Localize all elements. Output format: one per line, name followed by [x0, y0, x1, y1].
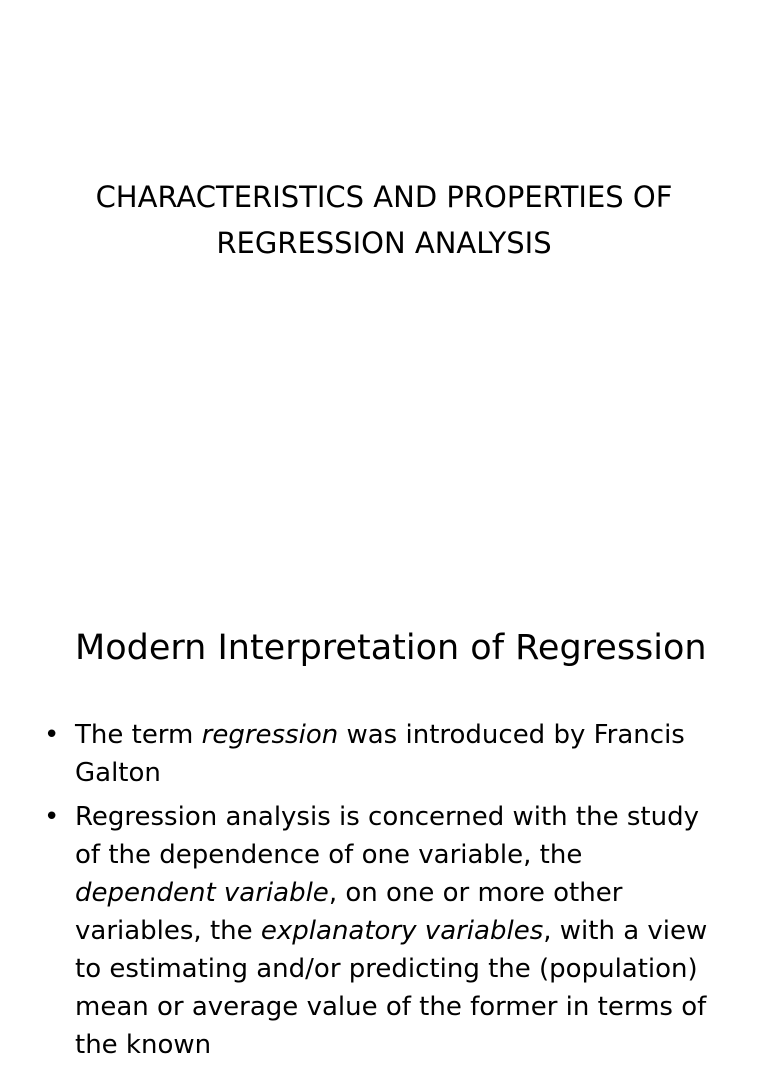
bullet-text — [75, 716, 728, 792]
bullet-text — [75, 798, 728, 1064]
bullet-item-galton — [0, 716, 768, 792]
text-run: , on one or more other variables, the — [75, 878, 623, 946]
text-run-italic: regression — [201, 720, 339, 750]
text-run: was introduced by Francis Galton — [75, 720, 685, 788]
text-run: Regression analysis is concerned with the study of the dependence of one variable, the — [75, 802, 699, 870]
bullet-icon: • — [44, 802, 60, 832]
text-run-italic: dependent variable — [75, 878, 329, 908]
slide-modern-interpretation — [0, 576, 768, 1060]
bullet-list — [0, 716, 768, 1070]
title-line-2: REGRESSION ANALYSIS — [216, 226, 552, 260]
title-line-1: CHARACTERISTICS AND PROPERTIES OF — [95, 180, 673, 214]
bullet-item-definition — [0, 798, 768, 1064]
bullet-icon: • — [44, 720, 60, 750]
slide-heading: Modern Interpretation of Regression — [75, 628, 707, 668]
text-run: , with a view to estimating and/or predicting the (population) mean or average value of the former in terms of the known — [75, 916, 708, 1060]
slide-title-heading — [40, 174, 728, 266]
text-run-italic: explanatory variables — [260, 916, 544, 946]
text-run: The term — [75, 720, 202, 750]
